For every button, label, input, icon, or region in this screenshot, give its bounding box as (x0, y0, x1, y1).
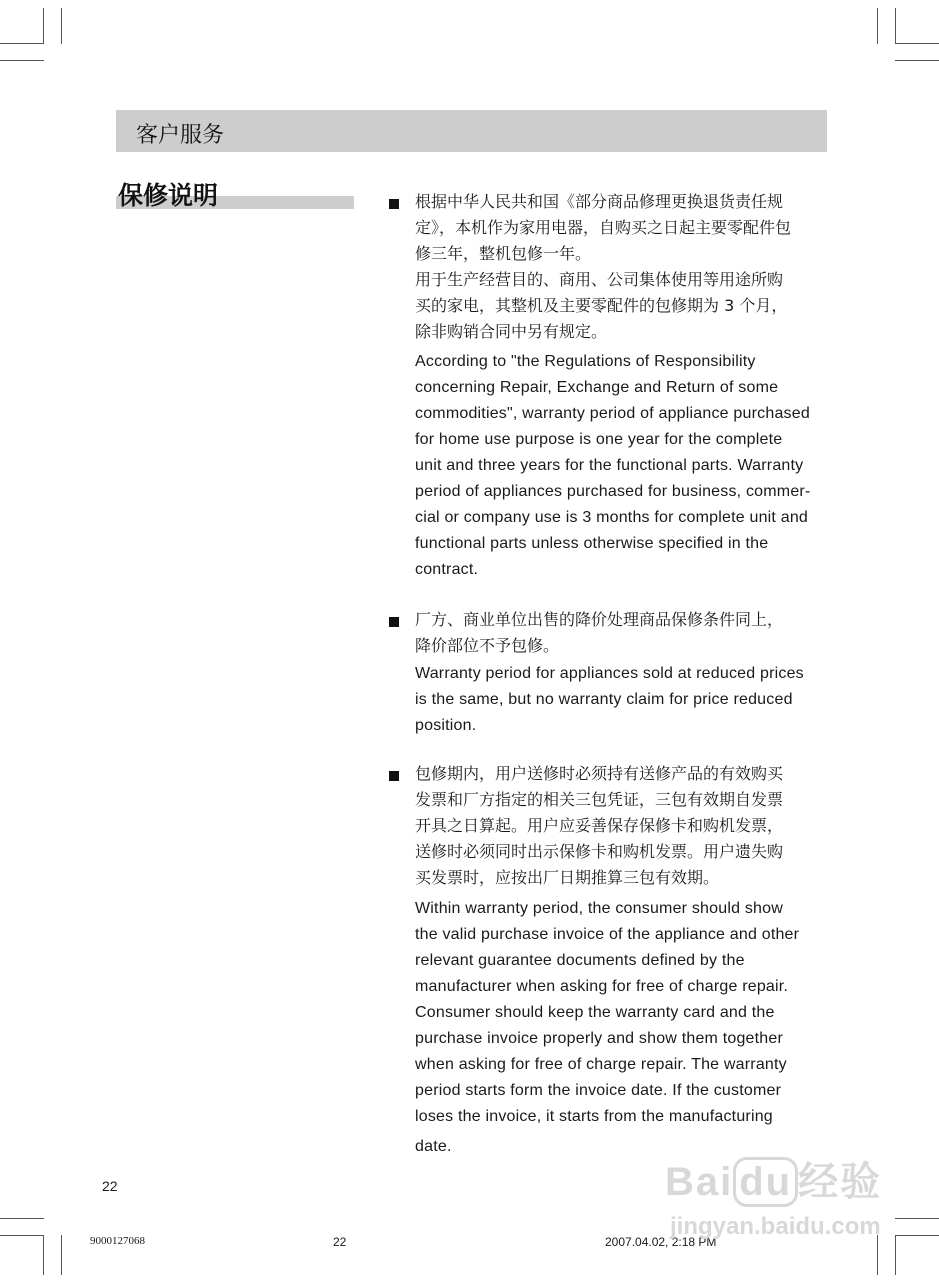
english-text-line: relevant guarantee documents defined by the (415, 952, 745, 969)
english-text-line: loses the invoice, it starts from the manufacturing (415, 1108, 773, 1125)
crop-mark (877, 1235, 878, 1275)
chinese-text-line: 修三年，整机包修一年。 (415, 244, 592, 263)
header-title: 客户服务 (136, 123, 225, 148)
english-text-line: According to "the Regulations of Responsibility (415, 353, 756, 370)
english-text-line: Within warranty period, the consumer should show (415, 900, 783, 917)
crop-mark (43, 1235, 44, 1275)
english-text-line: cial or company use is 3 months for complete unit and (415, 509, 809, 526)
chinese-text-line: 厂方、商业单位出售的降价处理商品保修条件同上， (415, 610, 784, 629)
footer-doc-id: 9000127068 (90, 1235, 145, 1247)
crop-mark (0, 43, 44, 44)
crop-mark (895, 1235, 939, 1236)
english-text-line: Warranty period for appliances sold at reduced prices (415, 665, 804, 682)
english-text-line: unit and three years for the functional parts. Warranty (415, 457, 804, 474)
english-text-line: the valid purchase invoice of the appliance and other (415, 926, 800, 943)
crop-mark (895, 8, 896, 44)
chinese-text-line: 根据中华人民共和国《部分商品修理更换退货责任规 (415, 192, 784, 211)
crop-mark (43, 8, 44, 44)
bullet-icon (389, 771, 399, 781)
chinese-text-line: 除非购销合同中另有规定。 (415, 322, 608, 341)
english-text-line: period starts form the invoice date. If the customer (415, 1082, 782, 1099)
watermark-logo: Bai du 经验 jingyan.baidu.com (665, 1150, 882, 1241)
english-text-line: position. (415, 717, 477, 734)
section-title: 保修说明 (118, 181, 219, 210)
crop-mark (61, 8, 62, 44)
crop-mark (895, 60, 939, 61)
chinese-text-line: 降价部位不予包修。 (415, 636, 560, 655)
english-text-line: date. (415, 1138, 452, 1155)
crop-mark (877, 8, 878, 44)
english-text-line: is the same, but no warranty claim for price reduced (415, 691, 793, 708)
bullet-icon (389, 199, 399, 209)
chinese-text-line: 送修时必须同时出示保修卡和购机发票。用户遗失购 (415, 842, 784, 861)
english-text-line: concerning Repair, Exchange and Return of some (415, 379, 779, 396)
english-text-line: Consumer should keep the warranty card and the (415, 1004, 775, 1021)
english-text-line: manufacturer when asking for free of charge repair. (415, 978, 789, 995)
chinese-text-line: 买的家电，其整机及主要零配件的包修期为 3 个月， (415, 296, 788, 315)
bullet-icon (389, 617, 399, 627)
page-number: 22 (102, 1178, 118, 1194)
english-text-line: commodities", warranty period of appliance purchased (415, 405, 810, 422)
crop-mark (895, 43, 939, 44)
footer-page: 22 (333, 1235, 347, 1249)
crop-mark (895, 1218, 939, 1219)
crop-mark (0, 60, 44, 61)
crop-mark (0, 1218, 44, 1219)
english-text-line: purchase invoice properly and show them together (415, 1030, 784, 1047)
chinese-text-line: 定》，本机作为家用电器，自购买之日起主要零配件包 (415, 218, 792, 237)
chinese-text-line: 开具之日算起。用户应妥善保存保修卡和购机发票， (415, 816, 784, 835)
crop-mark (895, 1235, 896, 1275)
footer-timestamp: 2007.04.02, 2:18 PM (605, 1235, 717, 1249)
crop-mark (0, 1235, 44, 1236)
english-text-line: functional parts unless otherwise specified in the (415, 535, 769, 552)
chinese-text-line: 买发票时，应按出厂日期推算三包有效期。 (415, 868, 720, 887)
chinese-text-line: 发票和厂方指定的相关三包凭证，三包有效期自发票 (415, 790, 784, 809)
english-text-line: contract. (415, 561, 479, 578)
english-text-line: for home use purpose is one year for the complete (415, 431, 783, 448)
chinese-text-line: 用于生产经营目的、商用、公司集体使用等用途所购 (415, 270, 784, 289)
english-text-line: when asking for free of charge repair. The warranty (415, 1056, 787, 1073)
crop-mark (61, 1235, 62, 1275)
english-text-line: period of appliances purchased for business, commer- (415, 483, 811, 500)
chinese-text-line: 包修期内，用户送修时必须持有送修产品的有效购买 (415, 764, 784, 783)
